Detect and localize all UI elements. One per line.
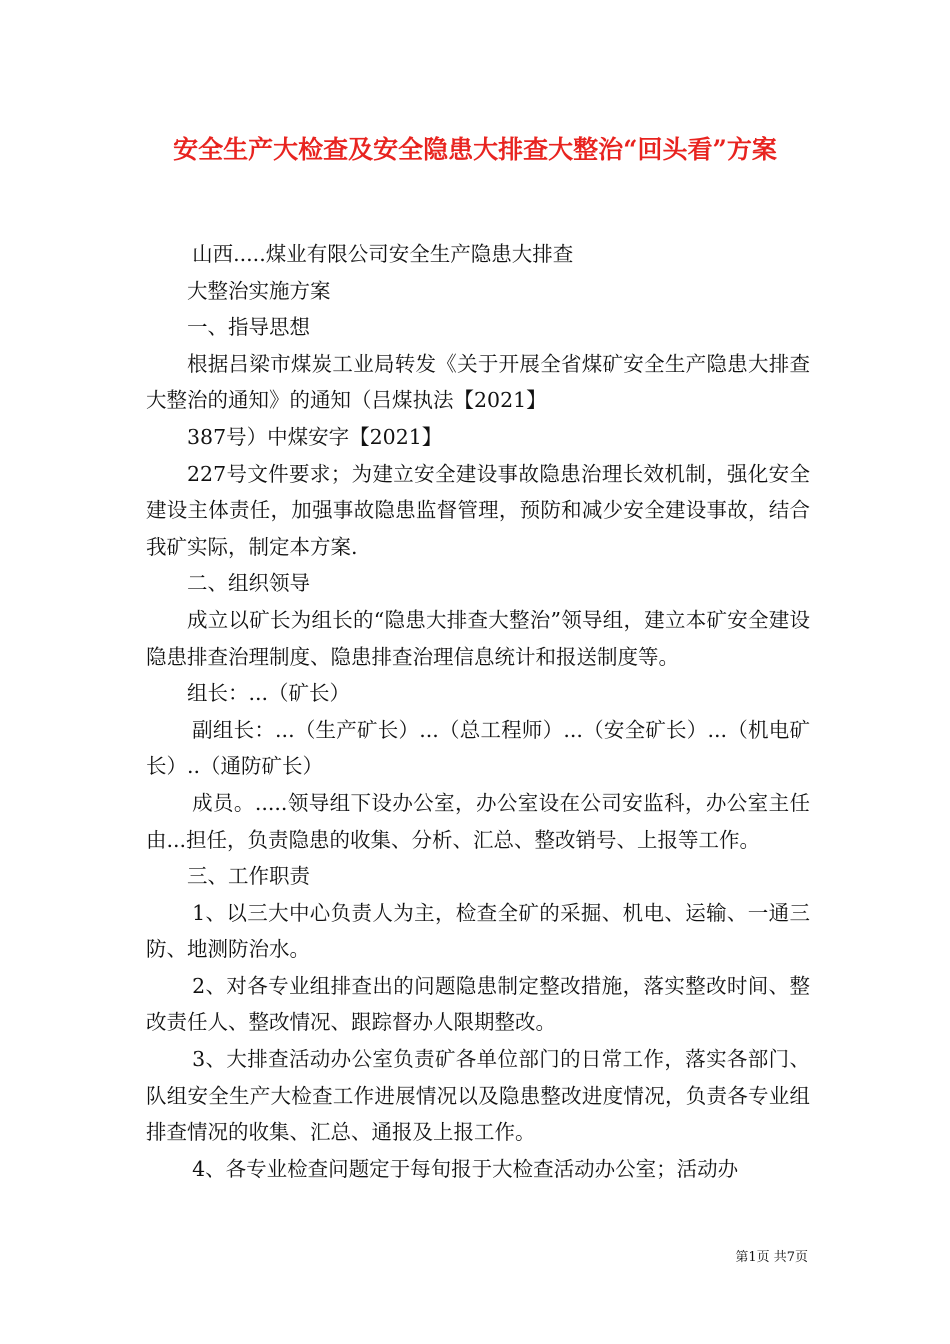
paragraph: 副组长：...（生产矿长）...（总工程师）...（安全矿长）...（机电矿长）..（通防矿长）: [146, 717, 810, 779]
section-heading: 一、指导思想: [187, 315, 310, 340]
paragraph: 大整治实施方案: [187, 278, 331, 303]
paragraph: 山西.....煤业有限公司安全生产隐患大排查: [192, 242, 574, 266]
paragraph: 387号）中煤安字【2021】: [187, 424, 443, 449]
paragraph: 227号文件要求；为建立安全建设事故隐患治理长效机制，强化安全建设主体责任，加强事故隐患监督管理，预防和减少安全建设事故，结合我矿实际，制定本方案.: [146, 461, 810, 559]
paragraph: 3、大排查活动办公室负责矿各单位部门的日常工作，落实各部门、队组安全生产大检查工作进展情况以及隐患整改进度情况，负责各专业组排查情况的收集、汇总、通报及上报工作。: [146, 1047, 810, 1145]
paragraph: 2、对各专业组排查出的问题隐患制定整改措施，落实整改时间、整改责任人、整改情况、跟踪督办人限期整改。: [146, 973, 810, 1035]
document-body: [146, 236, 810, 1187]
paragraph: 组长：...（矿长）: [187, 681, 351, 706]
section-heading: 三、工作职责: [187, 864, 310, 889]
paragraph: 成员。.....领导组下设办公室，办公室设在公司安监科，办公室主任由...担任，负责隐患的收集、分析、汇总、整改销号、上报等工作。: [146, 790, 810, 852]
paragraph: 根据吕梁市煤炭工业局转发《关于开展全省煤矿安全生产隐患大排查大整治的通知》的通知（吕煤执法【2021】: [146, 351, 810, 413]
paragraph: 4、各专业检查问题定于每旬报于大检查活动办公室；活动办: [192, 1156, 739, 1181]
paragraph: 成立以矿长为组长的“隐患大排查大整治”领导组，建立本矿安全建设隐患排查治理制度、隐患排查治理信息统计和报送制度等。: [146, 607, 810, 669]
page-number: 第1页 共7页: [735, 1250, 808, 1265]
document-title: 安全生产大检查及安全隐患大排查大整治“回头看”方案: [173, 135, 777, 164]
paragraph: 1、以三大中心负责人为主，检查全矿的采掘、机电、运输、一通三防、地测防治水。: [146, 900, 810, 962]
section-heading: 二、组织领导: [187, 571, 310, 596]
